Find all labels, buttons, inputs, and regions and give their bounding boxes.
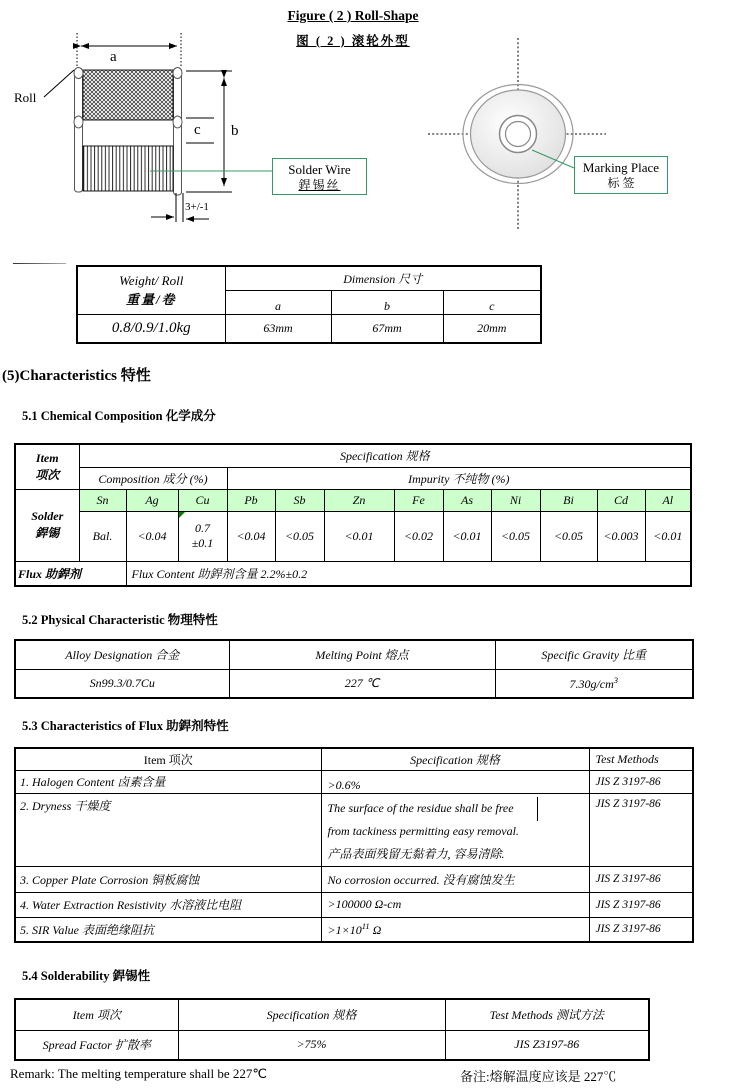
solderability-spec-header: Specification 规格 [178,999,445,1030]
dryness-spec-line2: from tackiness permitting easy removal. [327,823,519,838]
flux-row-spec: No corrosion occurred. 没有腐蚀发生 [321,866,589,892]
weight-dimension-table [76,265,542,344]
element-header: Cd [597,489,645,511]
dim-b-label: b [231,123,239,139]
flux-row-spec [321,793,589,866]
value-cu [178,511,227,561]
gravity-value [495,669,693,698]
element-header: Bi [540,489,597,511]
value-pb: <0.04 [227,511,275,561]
section-5-title: (5)Characteristics 特性 [2,368,151,384]
section-5-2-title: 5.2 Physical Characteristic 物理特性 [22,613,218,627]
col-a-header: a [225,290,331,314]
melting-header: Melting Point 熔点 [229,640,495,669]
col-c-header: c [443,290,541,314]
flux-row-method: JIS Z 3197-86 [589,793,693,866]
sir-spec-exponent: 11 [361,920,370,931]
weight-header-cell [77,266,225,314]
dimension-header-cell: Dimension 尺寸 [225,266,541,290]
wound-wire-block [83,70,173,120]
element-header: Fe [394,489,443,511]
solder-wire-label-zh: 銲锡丝 [298,178,341,193]
item-header-zh: 项次 [35,467,60,482]
solder-wire-callout [272,158,367,195]
alloy-header: Alloy Designation 合金 [15,640,229,669]
value-zn: <0.01 [324,511,394,561]
element-header: Sn [79,489,126,511]
element-header: As [443,489,491,511]
roll-leader-line [44,70,74,97]
composition-header-cell: Composition 成分 (%) [79,467,227,489]
left-flange [75,68,83,192]
element-header: Ni [491,489,540,511]
solderability-table-wrap [14,998,650,1061]
value-sn: Bal. [79,511,126,561]
chemical-composition-table [14,443,692,587]
dimension-ticks [186,71,232,192]
marking-place-callout [574,156,668,194]
dim-a-label: a [110,49,117,65]
frame-artifact-line [537,797,538,821]
dryness-spec-line3: 产品表面残留无黏着力, 容易清除. [327,846,505,861]
spread-factor-cell: Spread Factor 扩散率 [15,1030,178,1060]
element-header: Ag [126,489,178,511]
solderability-table [14,998,650,1061]
alloy-value: Sn99.3/0.7Cu [15,669,229,698]
flux-characteristics-table-wrap [14,747,694,943]
a-value-cell: 63mm [225,314,331,343]
knob-icon [74,116,83,128]
flux-row-spec [321,917,589,942]
section-5-4-title: 5.4 Solderability 銲锡性 [22,969,151,983]
melting-value: 227 ℃ [229,669,495,698]
figure-title-zh: 图 ( 2 ) 滚轮外型 [296,34,410,48]
weight-dimension-table-wrap [76,265,542,344]
value-cd: <0.003 [597,511,645,561]
sir-spec-base: >1×10 [327,922,362,937]
dryness-spec-line1: The surface of the residue shall be free [327,800,514,815]
element-header: Zn [324,489,394,511]
solder-row-header-cell [15,489,79,561]
col-b-header: b [331,290,443,314]
flux-row-item: 4. Water Extraction Resistivity 水溶液比电阻 [15,892,321,917]
flux-item-header: Item 项次 [15,748,321,770]
flux-row-spec: >0.6% [321,770,589,793]
value-al: <0.01 [645,511,691,561]
flux-characteristics-table [14,747,694,943]
remark-en: Remark: The melting temperature shall be 227℃ [10,1066,267,1081]
physical-characteristic-table [14,639,694,699]
spec-header-cell: Specification 规格 [79,444,691,467]
flux-content-cell: Flux Content 助銲剂含量 2.2%±0.2 [126,561,691,586]
weight-value-cell: 0.8/0.9/1.0kg [77,314,225,343]
value-ni: <0.05 [491,511,540,561]
hub-inner-ring [506,122,531,147]
marking-place-label-en: Marking Place [582,160,660,175]
value-cu-line1: 0.7 [195,521,210,535]
flux-row-method: JIS Z 3197-86 [589,770,693,793]
chemical-composition-table-wrap [14,443,692,587]
item-header-en: Item [35,450,59,465]
c-value-cell: 20mm [443,314,541,343]
solderability-method-header: Test Methods 测试方法 [445,999,649,1030]
value-sb: <0.05 [275,511,324,561]
spread-method-cell: JIS Z3197-86 [445,1030,649,1060]
element-header: Pb [227,489,275,511]
comment-marker-icon [179,512,185,518]
weight-header-en: Weight/ Roll [119,272,184,288]
flux-label-cell: Flux 助銲剂 [15,561,126,586]
value-fe: <0.02 [394,511,443,561]
extension-lines-a [77,33,181,67]
solder-wire-label-en: Solder Wire [288,162,351,177]
value-bi: <0.05 [540,511,597,561]
solderability-item-header: Item 项次 [15,999,178,1030]
solder-wire-block [83,146,173,191]
remark-zh: 备注:熔解温度应该是 227℃ [460,1069,617,1084]
flux-spec-header: Specification 规格 [321,748,589,770]
marking-place-label-zh: 标 签 [607,176,635,191]
element-header: Cu [178,489,227,511]
value-ag: <0.04 [126,511,178,561]
section-5-1-title: 5.1 Chemical Composition 化学成分 [22,409,216,423]
flux-row-item: 2. Dryness 干燥度 [15,793,321,866]
b-value-cell: 67mm [331,314,443,343]
element-header: Sb [275,489,324,511]
physical-characteristic-table-wrap [14,639,694,699]
tolerance-label: 3+/-1 [185,201,209,213]
value-cu-line2: ±0.1 [191,536,214,550]
spread-spec-cell: >75% [178,1030,445,1060]
weight-header-zh: 重量/卷 [125,291,177,307]
section-5-3-title: 5.3 Characteristics of Flux 助銲剂特性 [22,719,229,733]
flux-row-item: 1. Halogen Content 卤素含量 [15,770,321,793]
flux-row-method: JIS Z 3197-86 [589,892,693,917]
right-flange [174,68,182,195]
element-header: Al [645,489,691,511]
value-as: <0.01 [443,511,491,561]
flux-row-item: 5. SIR Value 表面绝缘阻抗 [15,917,321,942]
roll-shape-diagram [0,0,750,245]
item-header-cell [15,444,79,489]
solder-label-zh: 銲锡 [35,526,60,540]
knob-icon [74,68,83,79]
flux-row-item: 3. Copper Plate Corrosion 铜板腐蚀 [15,866,321,892]
flux-row-spec: >100000 Ω-cm [321,892,589,917]
impurity-header-cell: Impurity 不纯物 (%) [227,467,691,489]
page-artifact-line [13,263,66,264]
figure-title-en: Figure ( 2 ) Roll-Shape [287,8,419,23]
solder-label-en: Solder [31,509,64,523]
roll-label: Roll [14,90,37,105]
gravity-header: Specific Gravity 比重 [495,640,693,669]
gravity-exponent: 3 [613,674,619,685]
flux-row-method: JIS Z 3197-86 [589,917,693,942]
flux-row-method: JIS Z 3197-86 [589,866,693,892]
knob-icon [173,116,182,128]
tolerance-extension-lines [176,193,183,222]
gravity-base: 7.30g/cm [569,676,614,691]
flux-method-header: Test Methods [589,748,693,770]
dim-c-label: c [194,122,201,138]
sir-spec-unit: Ω [369,922,382,937]
knob-icon [173,68,182,79]
